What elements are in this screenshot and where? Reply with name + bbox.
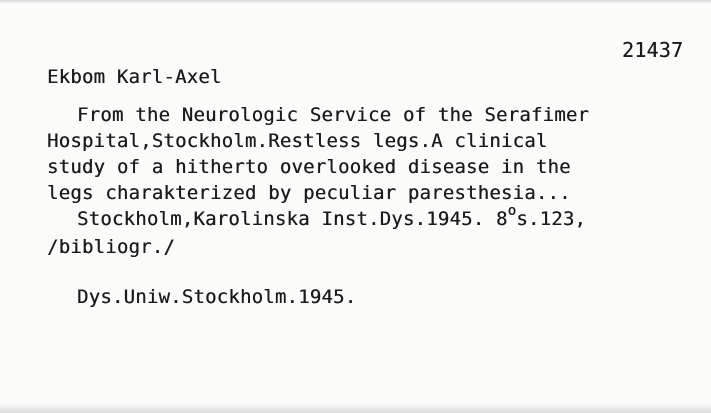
title-line-3: study of a hitherto overlooked disease in the [47,156,571,178]
author-name: Ekbom Karl-Axel [47,66,222,88]
bibliography-note: /bibliogr./ [47,236,176,258]
imprint-line [77,203,587,230]
imprint-place-year: Stockholm,Karolinska Inst.Dys.1945. 8 [77,208,508,230]
title-line-4: legs charakterized by peculiar paresthesia... [47,182,571,204]
dissertation-note: Dys.Uniw.Stockholm.1945. [77,286,357,308]
format-degree-mark: o [507,203,517,219]
title-line-2: Hospital,Stockholm.Restless legs.A clinical [47,130,548,152]
catalog-number: 21437 [622,38,684,62]
imprint-pages: s.123, [516,208,587,230]
title-line-1: From the Neurologic Service of the Serafimer [77,104,590,126]
